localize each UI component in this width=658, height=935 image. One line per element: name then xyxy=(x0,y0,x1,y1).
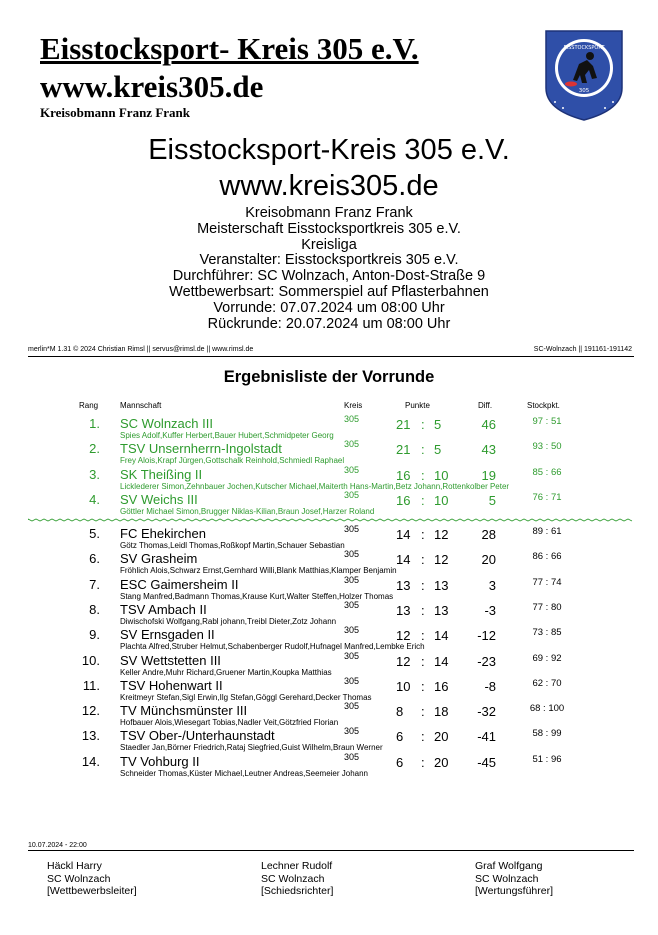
row-kreis: 305 xyxy=(344,751,360,762)
row-players: Frey Alois,Krapf Jürgen,Gottschalk Reinhold,Schmiedl Raphael xyxy=(120,456,345,466)
row-diff: 28 xyxy=(481,527,496,542)
row-diff: -23 xyxy=(477,653,496,669)
row-p1: 16 xyxy=(396,492,411,508)
row-stock: 62 : 70 xyxy=(532,677,562,689)
info-line: Meisterschaft Eisstocksportkreis 305 e.V. xyxy=(197,220,461,237)
row-colon: : xyxy=(421,754,425,770)
row-kreis: 305 xyxy=(344,650,360,661)
row-colon: : xyxy=(421,704,425,720)
row-stock: 85 : 66 xyxy=(532,466,562,478)
signature-club: SC Wolnzach xyxy=(47,872,111,885)
row-players: Staedler Jan,Börner Friedrich,Rataj Siegfried,Guist Wilhelm,Braun Werner xyxy=(120,743,383,753)
row-rank: 8. xyxy=(89,601,100,617)
row-diff: 43 xyxy=(481,442,496,458)
row-team: TV Vohburg II xyxy=(120,753,200,769)
row-diff: 5 xyxy=(488,492,496,508)
row-stock: 69 : 92 xyxy=(532,652,562,664)
row-p1: 12 xyxy=(396,628,411,644)
row-rank: 1. xyxy=(89,416,100,431)
signature-name: Lechner Rudolf xyxy=(261,860,333,872)
row-stock: 77 : 80 xyxy=(532,601,562,613)
header-divider xyxy=(28,356,634,357)
software-credit: merlin*M 1.31 © 2024 Christian Rimsl || servus@rimsl.de || www.rimsl.de xyxy=(28,346,254,353)
row-p2: 13 xyxy=(434,577,449,593)
row-diff: -3 xyxy=(484,602,496,618)
row-p2: 20 xyxy=(434,754,449,770)
row-kreis: 305 xyxy=(344,414,360,424)
header-title: Eisstocksport- Kreis 305 e.V. xyxy=(40,31,419,66)
row-team: TSV Unsernherrn-Ingolstadt xyxy=(120,441,282,457)
row-p1: 14 xyxy=(396,527,411,542)
col-header-points: Punkte xyxy=(405,401,430,410)
row-stock: 58 : 99 xyxy=(532,728,562,740)
row-diff: -41 xyxy=(477,729,496,745)
info-line: Wettbewerbsart: Sommerspiel auf Pflasterbahnen xyxy=(169,283,489,300)
row-colon: : xyxy=(421,729,425,745)
signature-block xyxy=(47,860,137,898)
row-stock: 86 : 66 xyxy=(532,551,562,563)
logo-bottom-text: 305 xyxy=(578,88,590,94)
row-p2: 12 xyxy=(434,527,449,542)
row-rank: 2. xyxy=(89,441,100,457)
row-team: TSV Ober-/Unterhaunstadt xyxy=(120,728,275,744)
row-kreis: 305 xyxy=(344,675,360,686)
row-p2: 18 xyxy=(434,704,449,720)
row-kreis: 305 xyxy=(344,524,360,534)
header-obmann: Kreisobmann Franz Frank xyxy=(40,105,190,120)
row-team: TV Münchsmünster III xyxy=(120,703,248,719)
col-header-stock: Stockpkt. xyxy=(527,401,560,410)
row-players: Diwischofski Wolfgang,Rabl johann,Treibl Dieter,Zotz Johann xyxy=(120,616,337,626)
row-p1: 14 xyxy=(396,552,411,568)
row-players: Stang Manfred,Badmann Thomas,Krause Kurt,Walter Steffen,Holzer Thomas xyxy=(120,591,394,601)
row-players: Licklederer Simon,Zehnbauer Jochen,Kutscher Michael,Maiterth Hans-Martin,Betz Johann,Rottenkolber Peter xyxy=(120,481,510,491)
info-line: Rückrunde: 20.07.2024 um 08:00 Uhr xyxy=(207,315,451,332)
row-rank: 10. xyxy=(81,652,100,668)
row-kreis: 305 xyxy=(344,625,360,636)
signature-role: [Wertungsführer] xyxy=(475,885,554,897)
col-header-team: Mannschaft xyxy=(120,401,162,410)
row-p2: 12 xyxy=(434,552,449,568)
signature-club: SC Wolnzach xyxy=(475,872,539,885)
row-p1: 13 xyxy=(396,602,411,618)
row-p2: 10 xyxy=(434,492,449,508)
row-stock: 51 : 96 xyxy=(532,753,562,765)
col-header-kreis: Kreis xyxy=(344,401,363,410)
info-line: Durchführer: SC Wolnzach, Anton-Dost-Straße 9 xyxy=(172,268,486,285)
row-p1: 6 xyxy=(396,754,404,770)
row-p2: 10 xyxy=(434,467,449,483)
row-diff: -45 xyxy=(477,754,496,770)
signature-club: SC Wolnzach xyxy=(261,872,325,885)
row-team: SV Weichs III xyxy=(120,491,198,507)
row-kreis: 305 xyxy=(344,549,360,560)
row-p1: 13 xyxy=(396,577,411,593)
row-team: SV Wettstetten III xyxy=(120,652,221,668)
row-rank: 4. xyxy=(89,491,100,507)
row-rank: 5. xyxy=(89,526,100,541)
row-p2: 5 xyxy=(434,417,442,432)
info-line: Veranstalter: Eisstocksportkreis 305 e.V. xyxy=(199,252,459,269)
signature-role: [Schiedsrichter] xyxy=(261,885,334,897)
row-team: SV Grasheim xyxy=(120,551,198,567)
row-colon: : xyxy=(421,577,425,593)
row-p1: 12 xyxy=(396,653,411,669)
row-rank: 11. xyxy=(82,677,100,693)
header-url: www.kreis305.de xyxy=(40,69,264,104)
row-diff: 46 xyxy=(481,417,496,432)
row-kreis: 305 xyxy=(344,599,360,610)
subheader-title: Eisstocksport-Kreis 305 e.V. xyxy=(148,134,510,166)
row-stock: 93 : 50 xyxy=(532,441,562,453)
row-colon: : xyxy=(421,467,425,483)
row-colon: : xyxy=(421,678,425,694)
row-p1: 6 xyxy=(396,729,404,745)
row-p1: 8 xyxy=(396,704,404,720)
info-lines xyxy=(0,206,658,332)
row-kreis: 305 xyxy=(344,726,360,737)
row-diff: 19 xyxy=(481,467,496,483)
row-diff: 20 xyxy=(481,552,496,568)
row-players: Fröhlich Alois,Schwarz Ernst,Gernhard Willi,Blank Matthias,Klamper Benjamin xyxy=(120,566,397,576)
row-players: Götz Thomas,Leidl Thomas,Roßkopf Martin,Schauer Sebastian xyxy=(120,541,345,550)
row-players: Hofbauer Alois,Wiesegart Tobias,Nadler Veit,Götzfried Florian xyxy=(120,718,339,728)
row-diff: -32 xyxy=(477,704,496,720)
row-p2: 5 xyxy=(434,442,442,458)
results-title: Ergebnisliste der Vorrunde xyxy=(223,368,435,386)
row-rank: 14. xyxy=(81,753,100,769)
row-team: SC Wolnzach III xyxy=(120,416,213,431)
row-p1: 21 xyxy=(396,417,411,432)
row-colon: : xyxy=(421,628,425,644)
row-p1: 10 xyxy=(396,678,411,694)
print-date: 10.07.2024 - 22:00 xyxy=(28,842,87,849)
row-team: SV Ernsgaden II xyxy=(120,627,215,643)
row-players: Spies Adolf,Kuffer Herbert,Bauer Hubert,Schmidpeter Georg xyxy=(120,431,334,440)
subheader-url: www.kreis305.de xyxy=(219,170,439,202)
signature-name: Häckl Harry xyxy=(47,860,102,872)
row-players: Göttler Michael Simon,Brugger Niklas-Kilian,Braun Josef,Harzer Roland xyxy=(120,506,375,516)
info-line: Kreisliga xyxy=(301,236,357,253)
row-team: FC Ehekirchen xyxy=(120,526,206,541)
club-logo-icon xyxy=(543,28,625,122)
row-stock: 76 : 71 xyxy=(532,491,562,503)
row-kreis: 305 xyxy=(344,439,360,450)
row-stock: 97 : 51 xyxy=(532,416,562,427)
row-colon: : xyxy=(421,417,425,432)
row-stock: 77 : 74 xyxy=(532,576,562,588)
row-p2: 13 xyxy=(434,602,449,618)
row-diff: -8 xyxy=(484,678,496,694)
document-ref: SC-Wolnzach || 191161-191142 xyxy=(533,346,632,353)
col-header-diff: Diff. xyxy=(478,401,493,410)
row-colon: : xyxy=(421,653,425,669)
row-kreis: 305 xyxy=(344,489,360,500)
row-p1: 21 xyxy=(396,442,411,458)
row-players: Plachta Alfred,Struber Helmut,Schabenberger Rudolf,Hufnagel Manfred,Lembke Erich xyxy=(120,642,425,652)
row-rank: 13. xyxy=(81,728,100,744)
row-rank: 7. xyxy=(89,576,100,592)
row-players: Schneider Thomas,Küster Michael,Leutner Andreas,Seemeier Johann xyxy=(120,768,368,778)
row-stock: 89 : 61 xyxy=(532,526,562,537)
row-colon: : xyxy=(421,492,425,508)
signature-name: Graf Wolfgang xyxy=(475,860,543,872)
row-kreis: 305 xyxy=(344,574,360,585)
promotion-separator xyxy=(28,518,634,522)
footer-divider xyxy=(28,850,634,851)
row-rank: 12. xyxy=(81,703,100,719)
row-stock: 73 : 85 xyxy=(532,627,562,639)
row-p1: 16 xyxy=(396,467,411,483)
row-colon: : xyxy=(421,552,425,568)
col-header-rank: Rang xyxy=(79,401,99,410)
row-kreis: 305 xyxy=(344,701,360,712)
row-rank: 9. xyxy=(89,627,100,643)
signature-role: [Wettbewerbsleiter] xyxy=(47,885,137,897)
info-line: Vorrunde: 07.07.2024 um 08:00 Uhr xyxy=(213,299,445,316)
row-colon: : xyxy=(421,602,425,618)
signature-block xyxy=(261,860,333,898)
row-players: Kreitmeyr Stefan,Sigl Erwin,Ilg Stefan,Göggl Gerehard,Decker Thomas xyxy=(120,692,372,702)
logo-top-text: EISSTOCKSPORT xyxy=(563,45,605,51)
row-colon: : xyxy=(421,527,425,542)
row-team: TSV Ambach II xyxy=(120,601,207,617)
row-p2: 14 xyxy=(434,628,449,644)
row-team: TSV Hohenwart II xyxy=(120,677,223,693)
row-rank: 6. xyxy=(89,551,100,567)
row-players: Keller Andre,Muhr Richard,Gruener Martin,Koupka Matthias xyxy=(120,667,332,677)
info-line: Kreisobmann Franz Frank xyxy=(245,205,413,221)
signature-block xyxy=(475,860,553,898)
row-p2: 20 xyxy=(434,729,449,745)
row-p2: 16 xyxy=(434,678,449,694)
row-stock: 68 : 100 xyxy=(529,703,565,715)
row-colon: : xyxy=(421,442,425,458)
row-rank: 3. xyxy=(89,466,100,482)
row-p2: 14 xyxy=(434,653,449,669)
row-team: SK Theißing II xyxy=(120,466,203,482)
row-diff: 3 xyxy=(488,577,496,593)
row-kreis: 305 xyxy=(344,464,360,475)
row-diff: -12 xyxy=(477,628,496,644)
row-team: ESC Gaimersheim II xyxy=(120,576,239,592)
